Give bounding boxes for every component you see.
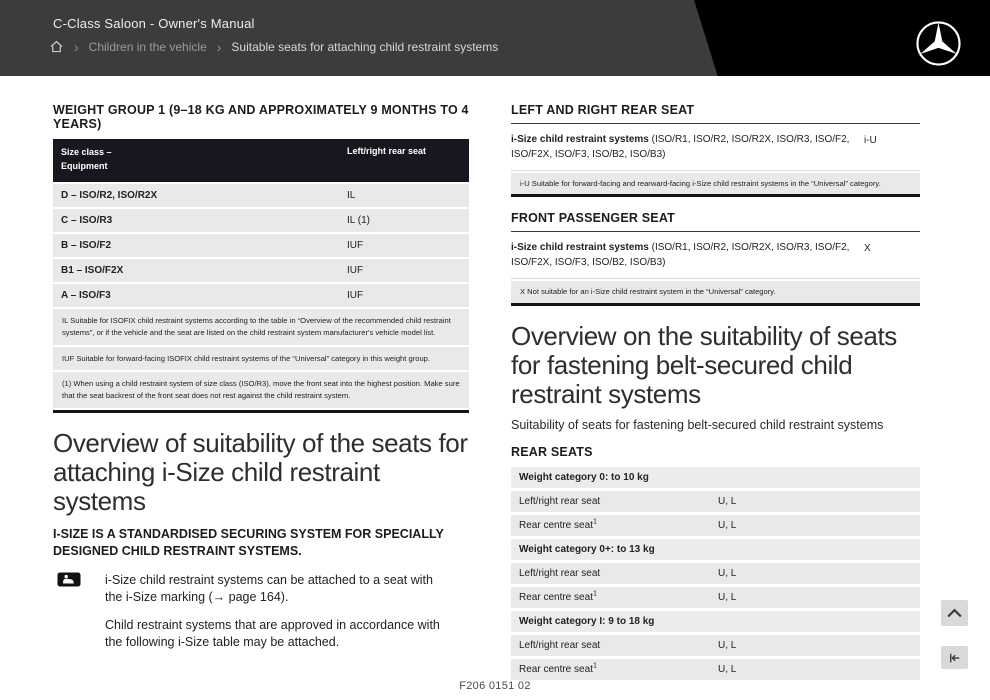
weight-category-row: Weight category 0+: to 13 kg xyxy=(511,539,920,560)
footnote-marker: 1 xyxy=(592,518,597,526)
rear-seat-header: Left/right rear seat xyxy=(347,146,427,156)
footnote-return-icon xyxy=(948,652,962,664)
restraint-system-classes: (ISO/R1, ISO/R2, ISO/R2X, ISO/R3, ISO/F2, ISO/F2X, ISO/F3, ISO/B2, ISO/B3) xyxy=(511,242,850,268)
footnote-marker: 1 xyxy=(592,662,597,670)
isize-subheading: I-SIZE IS A STANDARDISED SECURING SYSTEM FOR SPECIALLY DESIGNED CHILD RESTRAINT SYSTEMS. xyxy=(53,527,444,559)
table-row xyxy=(53,184,469,207)
isofix-table xyxy=(53,139,469,413)
table-row xyxy=(511,232,920,279)
weight-category-row: Weight category I: 9 to 18 kg xyxy=(511,611,920,632)
seat-label: Rear centre seat xyxy=(519,664,593,676)
table-header-row xyxy=(53,139,469,182)
chevron-right-icon: › xyxy=(74,38,79,55)
belt-secured-table xyxy=(511,467,920,680)
seat-cell xyxy=(519,664,718,675)
footnote-marker: 1 xyxy=(592,590,597,598)
window-title: C-Class Saloon - Owner's Manual xyxy=(53,16,255,31)
breadcrumb xyxy=(49,39,498,54)
left-column xyxy=(53,103,469,652)
footnote-1: (1) When using a child restraint system of size class (ISO/R3), move the front seat into the highest position. Make sure that the seat backrest of the front seat does not rest against the child restraint system. xyxy=(53,372,469,408)
seat-cell xyxy=(519,592,718,603)
table-row xyxy=(511,491,920,512)
rear-seat-heading: LEFT AND RIGHT REAR SEAT xyxy=(511,103,920,124)
seat-cell xyxy=(519,568,718,579)
chevron-up-icon xyxy=(946,607,963,619)
suitability-cell: IUF xyxy=(347,265,364,276)
size-class-cell: D – ISO/R2, ISO/R2X xyxy=(61,190,158,201)
document-code: F206 0151 02 xyxy=(459,680,531,692)
front-passenger-heading: FRONT PASSENGER SEAT xyxy=(511,211,920,232)
suitability-cell: X xyxy=(864,243,871,255)
suitability-cell: U, L xyxy=(718,568,737,580)
weight-group-heading: WEIGHT GROUP 1 (9–18 KG AND APPROXIMATELY 9 MONTHS TO 4 YEARS) xyxy=(53,103,469,131)
seat-label: Left/right rear seat xyxy=(519,640,601,652)
seat-label: Left/right rear seat xyxy=(519,568,601,580)
suitability-cell: IUF xyxy=(347,240,364,251)
front-passenger-section xyxy=(511,211,920,305)
footnote-x: X Not suitable for an i-Size child restraint system in the “Universal” category. xyxy=(511,281,920,302)
seat-cell xyxy=(519,520,718,531)
table-row xyxy=(511,635,920,656)
restraint-system-cell xyxy=(511,241,864,270)
home-button[interactable] xyxy=(49,39,64,54)
footnote-iuf: IUF Suitable for forward-facing ISOFIX child restraint systems of the “Universal” category in this weight group. xyxy=(53,347,469,371)
size-class-cell: B1 – ISO/F2X xyxy=(61,265,124,276)
size-class-cell: A – ISO/F3 xyxy=(61,290,111,301)
suitability-cell: U, L xyxy=(718,664,737,676)
seat-label: Left/right rear seat xyxy=(519,496,601,508)
restraint-system-name: i-Size child restraint systems xyxy=(511,134,649,145)
table-row xyxy=(511,587,920,608)
footnote-il: IL Suitable for ISOFIX child restraint systems according to the table in “Overview of the recommended child restraint systems”, or if the vehicle and the seat are listed on the child restraint system manufacturer's vehicle model list. xyxy=(53,309,469,345)
isize-paragraph-block xyxy=(53,572,469,607)
size-class-header xyxy=(61,146,347,173)
restraint-system-name: i-Size child restraint systems xyxy=(511,242,649,254)
right-column xyxy=(511,103,920,683)
home-icon xyxy=(49,39,64,54)
seat-label: Rear centre seat xyxy=(519,520,593,532)
belt-headline: Overview on the suitability of seats for fastening belt-secured child restraint systems xyxy=(511,320,897,409)
scroll-top-button[interactable] xyxy=(941,600,968,626)
suitability-cell: U, L xyxy=(718,496,737,508)
restraint-system-classes: (ISO/R1, ISO/R2, ISO/R2X, ISO/R3, ISO/F2, ISO/F2X, ISO/F3, ISO/B2, ISO/B3) xyxy=(511,134,850,160)
table-row xyxy=(53,259,469,282)
rear-seats-heading: REAR SEATS xyxy=(511,445,593,460)
isize-paragraph-1: i-Size child restraint systems can be attached to a seat with the i-Size marking (→ page 164). xyxy=(105,572,433,605)
rear-seat-section xyxy=(511,103,920,197)
isize-marking-icon xyxy=(57,572,81,587)
suitability-cell: i-U xyxy=(864,135,877,146)
table-row xyxy=(53,209,469,232)
footnote-return-button[interactable] xyxy=(941,646,968,669)
suitability-cell: U, L xyxy=(718,640,737,652)
seat-cell xyxy=(519,496,718,507)
table-row xyxy=(53,284,469,307)
table-row xyxy=(511,563,920,584)
size-class-cell: C – ISO/R3 xyxy=(61,215,113,226)
table-row xyxy=(53,234,469,257)
breadcrumb-item-children[interactable]: Children in the vehicle xyxy=(88,39,207,54)
size-class-header-line2: Equipment xyxy=(61,160,108,171)
table-row xyxy=(511,515,920,536)
suitability-cell: IL xyxy=(347,190,356,201)
suitability-cell: U, L xyxy=(718,520,737,532)
belt-subtitle: Suitability of seats for fastening belt-secured child restraint systems xyxy=(511,418,884,433)
mercedes-logo-icon xyxy=(915,20,962,67)
restraint-system-cell xyxy=(511,133,864,162)
isize-headline: Overview of suitability of the seats for attaching i-Size child restraint systems xyxy=(53,427,468,517)
size-class-header-line1: Size class – xyxy=(61,147,112,157)
footnote-iu: i-U Suitable for forward-facing and rearward-facing i-Size child restraint systems in the “Universal” category. xyxy=(511,173,920,194)
suitability-cell: IUF xyxy=(347,290,364,301)
table-row xyxy=(511,659,920,680)
suitability-cell: IL (1) xyxy=(347,215,370,226)
chevron-right-icon: › xyxy=(216,38,222,55)
weight-category-row: Weight category 0: to 10 kg xyxy=(511,467,920,488)
seat-cell xyxy=(519,640,718,651)
isize-paragraph-2: Child restraint systems that are approved in accordance with the following i-Size table may be attached. xyxy=(105,617,440,650)
suitability-cell: U, L xyxy=(718,592,737,604)
breadcrumb-item-current: Suitable seats for attaching child restraint systems xyxy=(231,39,499,54)
table-row xyxy=(511,124,920,171)
seat-label: Rear centre seat xyxy=(519,592,593,604)
size-class-cell: B – ISO/F2 xyxy=(61,240,112,251)
table-footnotes xyxy=(53,309,469,413)
